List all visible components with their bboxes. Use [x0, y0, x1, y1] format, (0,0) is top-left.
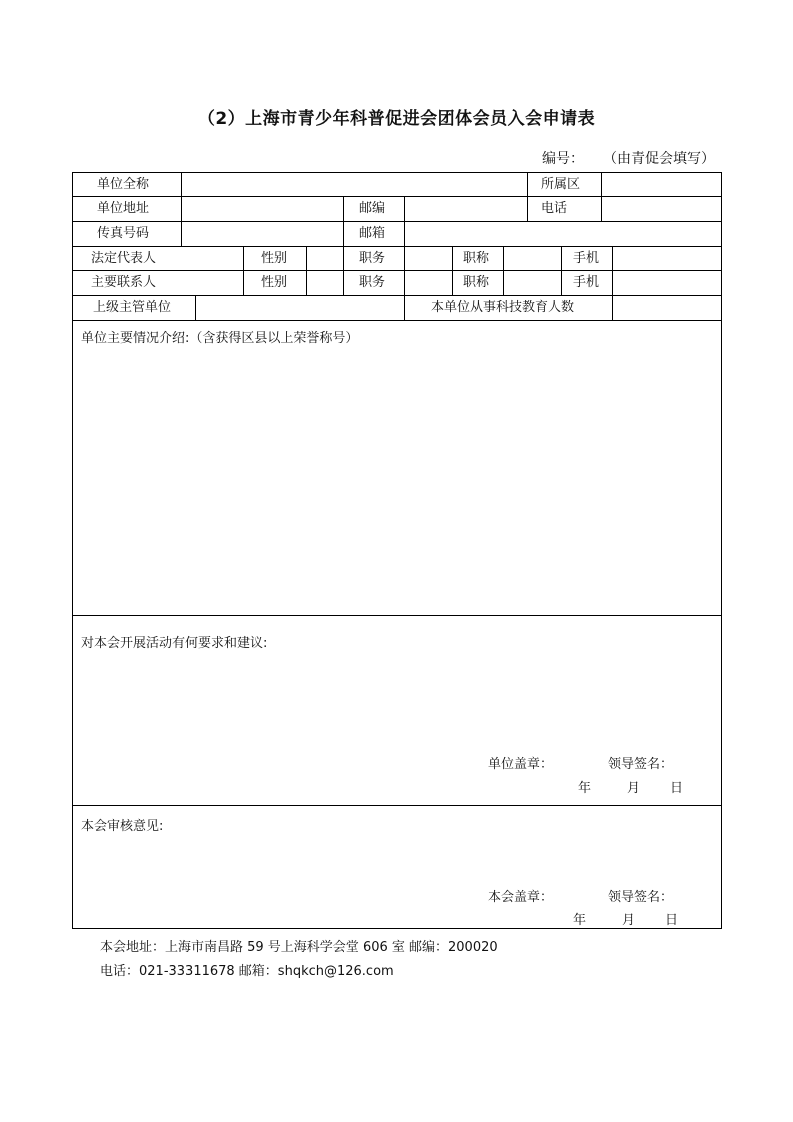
review-label: 本会审核意见: — [81, 819, 164, 834]
field-unit-name[interactable] — [182, 173, 526, 197]
serial-label: 编号： — [542, 151, 584, 167]
label-gender: 性别 — [261, 275, 288, 290]
label-district: 所属区 — [541, 177, 581, 192]
label-position: 职务 — [359, 251, 386, 266]
review-day: 日 — [665, 913, 679, 928]
label-phone: 电话 — [541, 201, 568, 216]
field-postcode[interactable] — [405, 197, 525, 221]
field-phone[interactable] — [602, 197, 720, 221]
intro-textarea[interactable] — [77, 349, 717, 611]
field-address[interactable] — [182, 197, 342, 221]
suggest-label: 对本会开展活动有何要求和建议: — [81, 636, 268, 651]
suggest-year: 年 — [578, 781, 592, 796]
field-superior[interactable] — [196, 296, 403, 320]
serial-note: （由青促会填写） — [610, 151, 715, 167]
label-postcode: 邮编 — [359, 201, 386, 216]
label-mobile: 手机 — [573, 251, 600, 266]
page-title: （2）上海市青少年科普促进会团体会员入会申请表 — [197, 109, 596, 129]
suggest-sign: 领导签名： — [608, 757, 674, 772]
label-position: 职务 — [359, 275, 386, 290]
application-form — [72, 172, 722, 929]
label-contact: 主要联系人 — [91, 275, 157, 290]
serial-number — [542, 148, 715, 168]
field-district[interactable] — [602, 173, 720, 197]
field-fax[interactable] — [182, 222, 342, 246]
label-title: 职称 — [463, 275, 490, 290]
label-mobile: 手机 — [573, 275, 600, 290]
label-unit-name: 单位全称 — [97, 177, 150, 192]
field-email[interactable] — [405, 222, 720, 246]
footer-address: 本会地址：上海市南昌路 59 号上海科学会堂 606 室 邮编：200020 — [100, 940, 498, 955]
intro-label: 单位主要情况介绍:（含获得区县以上荣誉称号） — [81, 331, 359, 346]
review-sign: 领导签名： — [608, 890, 674, 905]
label-fax: 传真号码 — [97, 226, 150, 241]
label-address: 单位地址 — [97, 201, 150, 216]
label-staff-count: 本单位从事科技教育人数 — [431, 300, 575, 315]
footer-contact: 电话：021-33311678 邮箱：shqkch@126.com — [100, 964, 394, 979]
review-year: 年 — [573, 913, 587, 928]
label-gender: 性别 — [261, 251, 288, 266]
suggest-day: 日 — [670, 781, 684, 796]
review-month: 月 — [622, 913, 636, 928]
suggest-month: 月 — [627, 781, 641, 796]
label-legal-rep: 法定代表人 — [91, 251, 157, 266]
review-seal: 本会盖章： — [488, 890, 554, 905]
label-title: 职称 — [463, 251, 490, 266]
label-email: 邮箱 — [359, 226, 386, 241]
label-superior: 上级主管单位 — [93, 300, 172, 315]
suggest-seal: 单位盖章： — [488, 757, 554, 772]
field-staff-count[interactable] — [613, 296, 720, 320]
